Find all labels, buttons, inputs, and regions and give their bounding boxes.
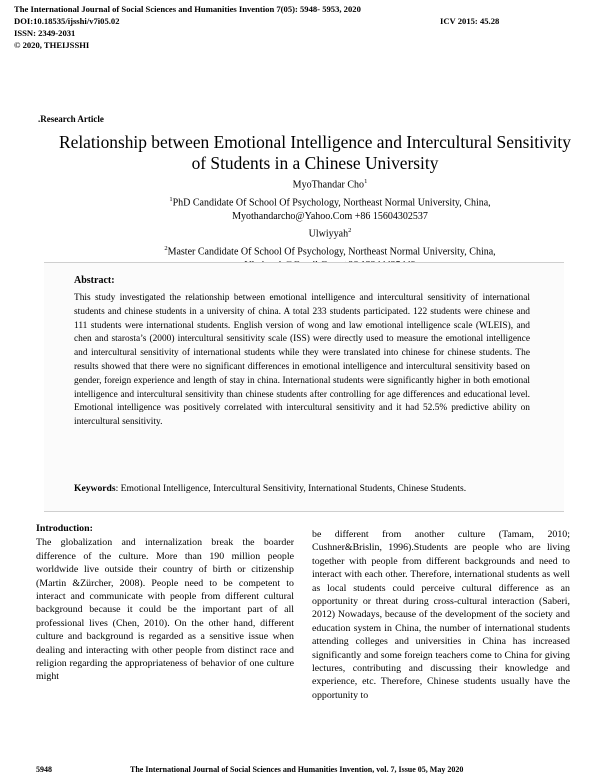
icv: ICV 2015: 45.28 [440, 16, 500, 26]
author-2-sup: 2 [348, 227, 352, 235]
abstract-body: This study investigated the relationship between emotional intelligence and intercultural sensitivity of international students and chinese students in a university of china. A total 233 students participated. 122 students were chinese and 111 students were international students. English version of wong and law emotional intelligence scale (WLEIS), and chen and starosta’s (2000) intercultural sensitivity scale (ISS) were directly used to measure the emotional intelligence and intercultural sensitivity of international students while they were translated into chinese for chinese students. The results showed that there were no significant differences in emotional intelligence and intercultural sensitivity based on gender, foreign experience and length of stay in china. International students were significantly higher in both emotional intelligence and intercultural sensitivity than chinese students after controlling for age differences and educational level. Emotional intelligence was positively correlated with intercultural sensitivity and it had 52.5% predictive ability on intercultural sensitivity. [74, 293, 530, 428]
contact-1: Myothandarcho@Yahoo.Com +86 15604302537 [232, 211, 428, 223]
introduction-right-text: be different from another culture (Tamam, 2010; Cushner&Brislin, 1996).Students are people who are living together with people from different backgrounds and need to interact with each other. Therefore, international students as well as local students could perceive cultural difference as an opportunity or threat during cross-cultural interaction (Saberi, 2012) Nowadays, because of the development of the society and education system in China, the number of international students attending colleges and universities in China has increased significantly and some foreign teachers come to China for giving lectures, contributing and discussing their knowledge and experience, etc. Therefore, Chinese students usually have the opportunity to [312, 529, 570, 701]
author-1-name: MyoThandar Cho [292, 179, 365, 191]
right-column [312, 528, 570, 702]
affiliation-2-sup: 2 [164, 244, 168, 252]
affiliation-2 [60, 242, 600, 260]
author-2-name: Ulwiyyah [308, 228, 349, 240]
affiliation-1-sup: 1 [169, 195, 173, 203]
left-column [36, 522, 294, 684]
affiliation-1 [60, 193, 600, 211]
author-1 [60, 175, 600, 193]
author-1-sup: 1 [364, 178, 368, 185]
title-line-1: Relationship between Emotional Intelligence and Intercultural Sensitivity [59, 132, 571, 152]
page-number: 5948 [36, 765, 52, 774]
issn: ISSN: 2349-2031 [14, 28, 76, 38]
affiliation-2-text: Master Candidate Of School Of Psychology, Northeast Normal University, China, [167, 246, 496, 258]
affiliation-1-text: PhD Candidate Of School Of Psychology, Northeast Normal University, China, [172, 196, 491, 208]
footer-citation: The International Journal of Social Sciences and Humanities Invention, vol. 7, Issue 05, May 2020 [130, 765, 464, 774]
article-type: .Research Article [38, 114, 104, 124]
keywords-label: Keywords [74, 483, 116, 494]
author-block [60, 175, 600, 274]
title-line-2: of Students in a Chinese University [191, 153, 439, 173]
introduction-left-text: The globalization and internalization break the boarder difference of the culture. More than 190 million people worldwide live outside their country of birth or citizenship (Martin &Zürcher, 2008). People need to be competent to interact and communicate with people from different cultural background because it could be the important part of all professional lives (Chen, 2010). On the other hand, different culture and background is regarded as a sensitive issue when dealing and interacting with other people from distinct race and religion regarding the appropriateness of behavior of one culture might [36, 537, 294, 683]
abstract-heading: Abstract: [74, 275, 115, 286]
paper-title [30, 132, 600, 174]
keywords-text: : Emotional Intelligence, Intercultural Sensitivity, International Students, Chinese Students. [115, 483, 467, 494]
introduction-heading: Introduction: [36, 523, 93, 534]
copyright: © 2020, THEIJSSHI [14, 40, 90, 50]
journal-header-line: The International Journal of Social Sciences and Humanities Invention 7(05): 5948- 5953, 2020 [14, 4, 361, 14]
keywords [74, 482, 530, 496]
author-2 [60, 224, 600, 242]
doi: DOI:10.18535/ijsshi/v7i05.02 [14, 16, 120, 26]
